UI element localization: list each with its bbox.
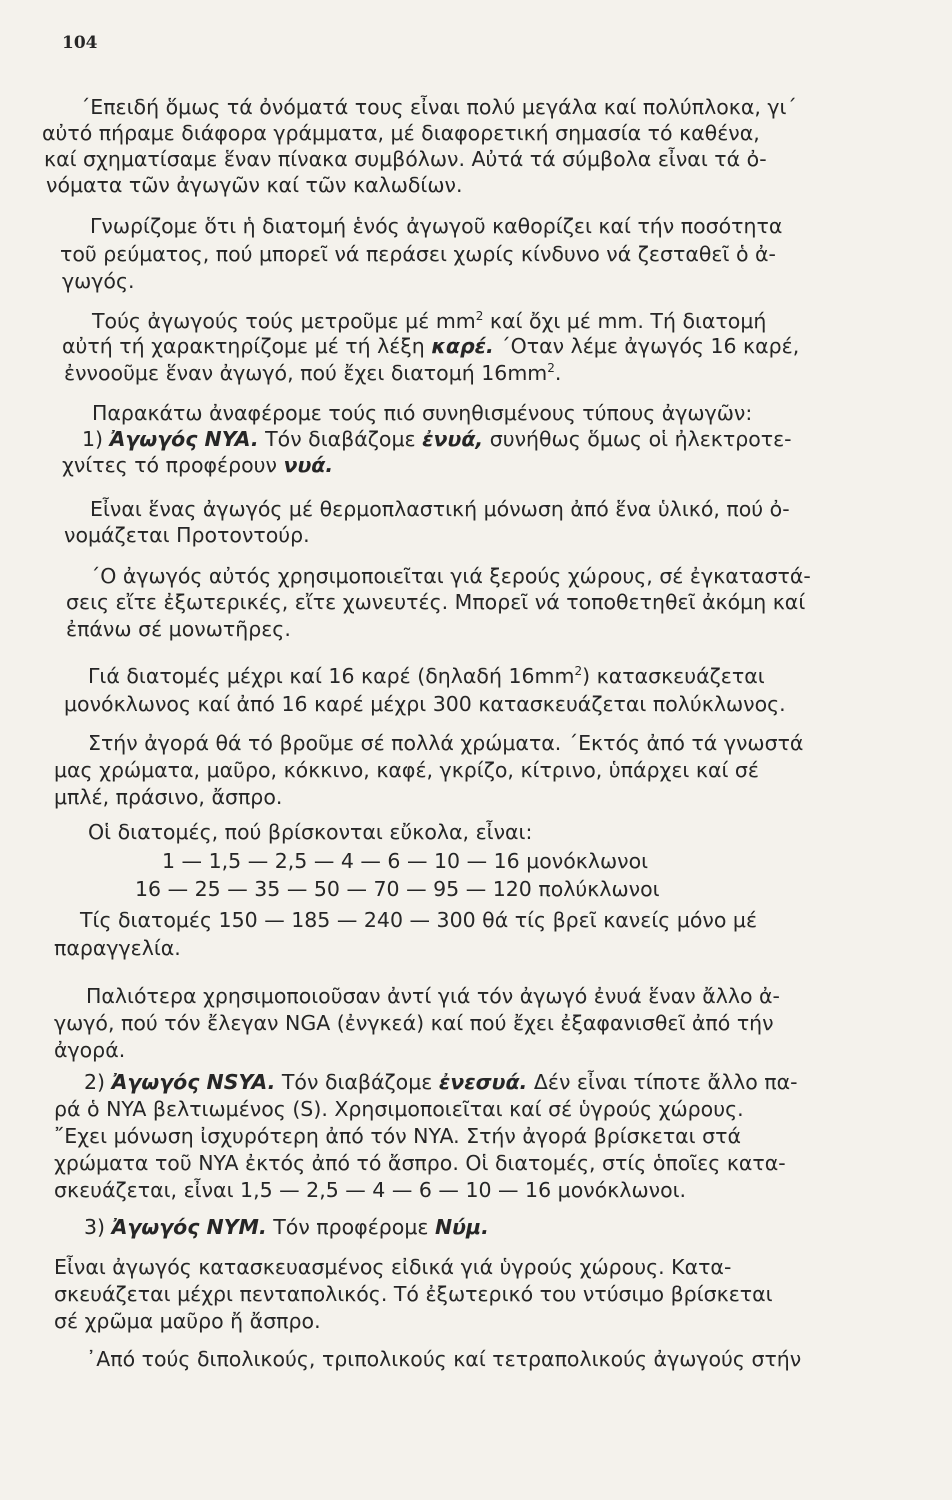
text-line: 2) Ἀγωγός NSYA. Τόν διαβάζομε ἐνεσυά. Δέν εἶναι τίποτε ἄλλο πα- (84, 1070, 798, 1094)
text-line: αὐτό πήραμε διάφορα γράμματα, μέ διαφορετική σημασία τό καθένα, (42, 121, 760, 145)
text-line: καί σχηματίσαμε ἕναν πίνακα συμβόλων. Αὐτά τά σύμβολα εἶναι τά ὀ- (44, 147, 767, 171)
text-line: σέ χρῶμα μαῦρο ἤ ἄσπρο. (54, 1309, 321, 1333)
text-line: 1) Ἀγωγός NYA. Τόν διαβάζομε ἐνυά, συνήθως ὅμως οἱ ἠλεκτροτε- (82, 427, 792, 451)
text-line: ΄Επειδή ὅμως τά ὀνόματά τους εἶναι πολύ μεγάλα καί πολύπλοκα, γι΄ (80, 95, 797, 119)
text-line: σκευάζεται μέχρι πενταπολικός. Τό ἐξωτερικό του ντύσιμο βρίσκεται (54, 1282, 773, 1306)
text-line: Τούς ἀγωγούς τούς μετροῦμε μέ $mm^2$ καί ὄχι μέ mm. Τή διατομή (92, 309, 767, 333)
text-line: γωγό, πού τόν ἔλεγαν NGA (ἐνγκεά) καί πού ἔχει ἐξαφανισθεῖ ἀπό τήν (54, 1011, 774, 1035)
text-line: Στήν ἀγορά θά τό βροῦμε σέ πολλά χρώματα. ΄Εκτός ἀπό τά γνωστά (88, 731, 804, 755)
text-line: Εἶναι ἀγωγός κατασκευασμένος εἰδικά γιά ὑγρούς χώρους. Κατα- (54, 1255, 732, 1279)
text-line: ΄Ο ἀγωγός αὐτός χρησιμοποιεῖται γιά ξερούς χώρους, σέ ἐγκαταστά- (90, 564, 811, 588)
text-line: ρά ὁ NYA βελτιωμένος (S). Χρησιμοποιεῖται καί σέ ὑγρούς χώρους. (54, 1097, 744, 1121)
text-line: ᾿Από τούς διπολικούς, τριπολικούς καί τετραπολικούς ἀγωγούς στήν (86, 1347, 802, 1371)
text-line: χνίτες τό προφέρουν νυά. (62, 453, 334, 477)
text-line: 16 — 25 — 35 — 50 — 70 — 95 — 120 πολύκλωνοι (135, 877, 660, 901)
text-line: Παρακάτω ἀναφέρομε τούς πιό συνηθισμένους τύπους ἀγωγῶν: (92, 401, 753, 425)
text-line: μονόκλωνος καί ἀπό 16 καρέ μέχρι 300 κατασκευάζεται πολύκλωνος. (64, 692, 786, 716)
text-line: 1 — 1,5 — 2,5 — 4 — 6 — 10 — 16 μονόκλωνοι (162, 849, 649, 873)
text-line: σεις εἴτε ἐξωτερικές, εἴτε χωνευτές. Μπορεῖ νά τοποθετηθεῖ ἀκόμη καί (66, 590, 806, 614)
text-line: νόματα τῶν ἀγωγῶν καί τῶν καλωδίων. (46, 173, 463, 197)
text-line: Τίς διατομές 150 — 185 — 240 — 300 θά τίς βρεῖ κανείς μόνο μέ (80, 908, 758, 932)
text-line: τοῦ ρεύματος, πού μπορεῖ νά περάσει χωρίς κίνδυνο νά ζεσταθεῖ ὁ ἀ- (60, 242, 776, 266)
text-line: παραγγελία. (54, 936, 181, 960)
text-line: 3) Ἀγωγός NYM. Τόν προφέρομε Νύμ. (84, 1215, 489, 1239)
text-line: γωγός. (62, 269, 135, 293)
text-line: ῎Εχει μόνωση ἰσχυρότερη ἀπό τόν NYA. Στήν ἀγορά βρίσκεται στά (54, 1124, 741, 1148)
text-line: ἐπάνω σέ μονωτῆρες. (66, 617, 291, 641)
text-line: Οἱ διατομές, πού βρίσκονται εὔκολα, εἶναι: (88, 820, 533, 844)
text-line: Γιά διατομές μέχρι καί 16 καρέ (δηλαδή $16mm^2$) κατασκευάζεται (88, 664, 765, 688)
text-line: ἀγορά. (54, 1038, 126, 1062)
text-line: μπλέ, πράσινο, ἄσπρο. (54, 785, 283, 809)
text-line: μας χρώματα, μαῦρο, κόκκινο, καφέ, γκρίζο, κίτρινο, ὑπάρχει καί σέ (54, 758, 760, 782)
text-line: ἐννοοῦμε ἕναν ἀγωγό, πού ἔχει διατομή $16mm^2$. (64, 361, 562, 385)
text-line: νομάζεται Προτοντούρ. (64, 523, 310, 547)
text-line: σκευάζεται, εἶναι 1,5 — 2,5 — 4 — 6 — 10 — 16 μονόκλωνοι. (54, 1178, 687, 1202)
text-line: Παλιότερα χρησιμοποιοῦσαν ἀντί γιά τόν ἀγωγό ἐνυά ἕναν ἄλλο ἀ- (86, 984, 780, 1008)
text-line: Εἶναι ἕνας ἀγωγός μέ θερμοπλαστική μόνωση ἀπό ἕνα ὑλικό, πού ὀ- (90, 497, 790, 521)
text-line: Γνωρίζομε ὅτι ἡ διατομή ἑνός ἀγωγοῦ καθορίζει καί τήν ποσότητα (90, 214, 783, 238)
text-line: χρώματα τοῦ NYA ἐκτός ἀπό τό ἄσπρο. Οἱ διατομές, στίς ὁποῖες κατα- (54, 1151, 786, 1175)
text-line: αὐτή τή χαρακτηρίζομε μέ τή λέξη καρέ. ΄Οταν λέμε ἀγωγός 16 καρέ, (62, 334, 800, 358)
page-number: 104 (62, 33, 98, 53)
